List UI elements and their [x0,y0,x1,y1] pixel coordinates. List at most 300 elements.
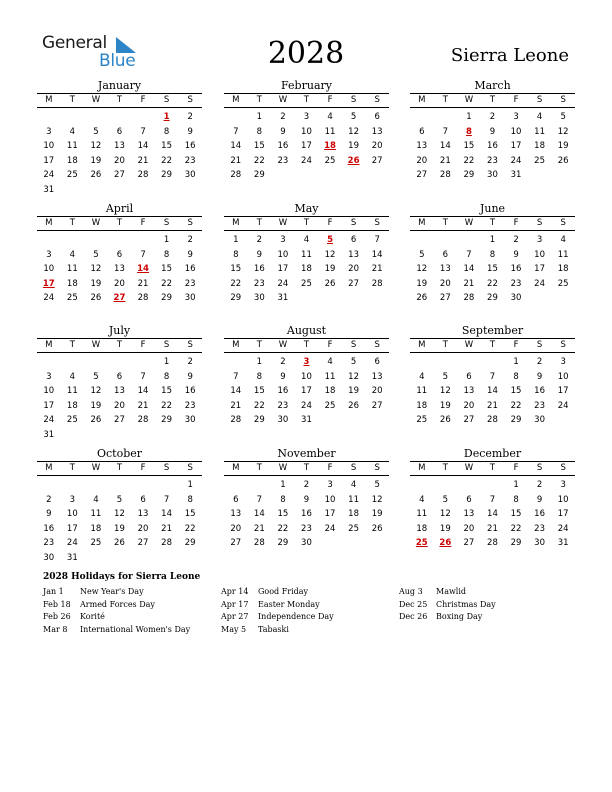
day-cell: 2 [536,480,543,490]
month-name: December [463,447,522,460]
weekday-header [37,338,202,353]
day-cell: 13 [114,141,125,152]
day-cell: 9 [536,371,543,382]
weekday-label: W [464,463,474,473]
day-cell: 1 [163,235,170,245]
weekday-label: T [116,95,123,105]
day-cell: 14 [463,264,475,275]
holiday-entry [43,624,218,637]
day-cell [342,536,366,551]
day-cell: 11 [66,141,78,152]
holiday-entry [399,599,574,612]
day-cell: 13 [230,509,242,520]
day-cell [342,413,366,428]
month-name: April [105,202,134,215]
week-row [224,277,389,292]
day-cell: 24 [301,400,312,411]
weekday-label: T [442,95,448,105]
weekday-label: T [303,463,310,473]
day-cell [528,291,552,306]
week-row [224,168,389,183]
day-cell: 6 [419,126,425,137]
day-cell: 31 [557,538,569,549]
day-cell: 15 [253,386,265,397]
weekday-label: F [327,95,333,105]
day-cell [271,168,295,183]
weekday-label: M [45,340,53,350]
day-cell [61,355,85,370]
day-cell: 8 [489,249,496,260]
day-cell: 28 [439,170,451,181]
weekday-header [410,216,575,231]
day-cell: 2 [303,480,310,490]
day-cell: 16 [301,509,312,520]
weekday-label: F [327,463,333,473]
day-cell: 20 [371,386,383,397]
day-cell: 1 [280,480,286,490]
weekday-label: T [442,340,448,350]
day-cell: 19 [114,523,125,534]
holiday-date: Feb 26 [43,612,71,621]
weekday-label: S [350,463,357,473]
country-name: Sierra Leone [450,45,569,66]
day-cell: 11 [301,249,312,260]
day-cell [434,478,458,493]
day-cell: 9 [187,126,193,137]
day-cell: 14 [439,141,451,152]
week-row [224,493,389,508]
day-cell: 29 [161,415,172,426]
logo-general-text: General [42,33,107,53]
day-cell: 14 [137,141,149,152]
weekday-label: W [464,218,474,228]
day-cell: 1 [256,357,263,367]
day-cell [84,233,108,248]
day-cell: 4 [69,249,76,260]
day-cell [108,355,132,370]
day-cell: 10 [43,264,55,275]
day-cell: 24 [66,538,78,549]
day-cell [131,183,155,198]
week-row [37,384,202,399]
day-cell [108,428,132,443]
day-cell: 8 [513,371,519,382]
day-cell: 23 [301,523,312,534]
day-cell: 27 [371,400,383,411]
week-row [410,507,575,522]
holiday-entry [43,599,218,612]
day-cell: 14 [253,509,265,520]
day-cell: 26 [557,155,569,166]
weekday-label: S [536,218,543,228]
weekday-label: T [116,218,123,228]
day-cell: 3 [560,357,566,367]
weekday-label: W [91,95,101,105]
week-row [37,428,202,443]
holiday-day-cell: 8 [465,126,472,137]
month-name: January [97,79,142,92]
day-cell [457,478,481,493]
holiday-name: Christmas Day [436,599,496,609]
weekday-label: S [374,95,380,105]
day-cell: 21 [371,264,383,275]
day-cell: 18 [66,400,78,411]
day-cell: 16 [487,141,498,152]
weekday-label: T [303,95,310,105]
day-cell: 23 [184,155,196,166]
day-cell: 29 [510,538,522,549]
day-cell [365,168,389,183]
week-row [224,384,389,399]
weekday-label: M [232,95,240,105]
day-cell: 20 [416,155,428,166]
day-cell: 21 [137,155,149,166]
weekday-label: S [374,340,380,350]
day-cell: 29 [253,415,265,426]
day-cell: 24 [277,278,289,289]
day-cell: 7 [140,126,146,137]
day-cell: 8 [280,494,286,505]
day-cell: 7 [489,371,496,382]
day-cell: 9 [280,371,286,382]
day-cell: 17 [534,264,545,275]
day-cell: 9 [489,126,496,137]
holiday-column [43,586,218,636]
day-cell [131,428,155,443]
day-cell: 18 [416,523,428,534]
day-cell: 31 [66,552,78,563]
month-february [224,79,389,183]
week-row [37,125,202,140]
day-cell: 6 [374,357,380,367]
day-cell: 22 [161,155,172,166]
day-cell: 15 [510,386,522,397]
day-cell: 21 [463,278,475,289]
day-cell [528,168,552,183]
day-cell: 13 [348,249,359,260]
holiday-date: Apr 27 [221,612,249,621]
day-cell: 25 [66,415,78,426]
day-cell: 14 [161,509,172,520]
month-june [410,202,575,306]
day-cell: 12 [557,126,569,137]
day-cell: 6 [116,126,123,137]
month-july [37,324,202,443]
day-cell: 28 [371,278,383,289]
day-cell: 14 [487,509,498,520]
day-cell: 22 [161,278,172,289]
day-cell: 13 [371,371,383,382]
day-cell: 7 [489,494,496,505]
weeks [37,355,202,443]
day-cell [342,291,366,306]
day-cell: 8 [187,494,193,505]
weekday-label: W [278,340,288,350]
day-cell [365,413,389,428]
holiday-name: International Women's Day [80,624,191,634]
week-row [224,355,389,370]
day-cell: 21 [487,400,498,411]
day-cell [155,551,179,566]
month-november [224,447,389,551]
day-cell: 20 [230,523,242,534]
day-cell [318,168,342,183]
day-cell [61,233,85,248]
day-cell: 16 [534,386,545,397]
day-cell [178,183,202,198]
day-cell: 8 [256,126,263,137]
day-cell: 4 [536,112,543,122]
day-cell: 2 [536,357,543,367]
weekday-header [410,93,575,108]
day-cell [108,478,132,493]
day-cell: 24 [324,523,336,534]
day-cell: 12 [90,264,102,275]
day-cell: 11 [324,126,336,137]
day-cell: 28 [253,538,265,549]
holidays-list [43,572,583,634]
day-cell: 6 [116,249,123,260]
day-cell: 25 [90,538,102,549]
day-cell [131,110,155,125]
day-cell: 24 [557,400,569,411]
day-cell: 28 [487,415,498,426]
day-cell: 15 [161,386,172,397]
day-cell: 18 [324,386,336,397]
day-cell: 23 [534,523,545,534]
day-cell [551,413,575,428]
day-cell: 19 [439,523,451,534]
week-row [410,413,575,428]
day-cell [61,428,85,443]
week-row [224,233,389,248]
day-cell [37,233,61,248]
weekday-label: W [278,218,288,228]
weekday-label: T [489,463,496,473]
day-cell: 3 [536,235,543,245]
day-cell: 1 [256,112,263,122]
day-cell: 23 [184,278,196,289]
day-cell: 10 [301,126,312,137]
weeks [37,478,202,566]
day-cell: 19 [557,141,569,152]
week-row [410,493,575,508]
weekday-label: F [513,218,519,228]
day-cell: 4 [560,235,566,245]
day-cell: 29 [161,293,172,304]
day-cell: 16 [510,264,522,275]
week-row [37,413,202,428]
weekday-label: T [442,218,448,228]
day-cell: 27 [416,170,428,181]
day-cell: 18 [348,509,359,520]
weekday-header [410,461,575,476]
day-cell: 13 [439,264,451,275]
day-cell: 17 [43,400,55,411]
day-cell: 3 [280,235,286,245]
month-august [224,324,389,428]
holiday-day-cell: 3 [303,357,310,367]
day-cell: 17 [557,509,569,520]
weekday-label: S [163,218,170,228]
day-cell: 30 [534,538,545,549]
week-row [224,413,389,428]
day-cell: 15 [230,264,242,275]
holiday-day-cell: 18 [324,141,336,152]
day-cell: 6 [350,235,357,245]
day-cell: 22 [510,400,522,411]
holiday-name: Good Friday [258,587,309,596]
day-cell: 28 [230,415,242,426]
holiday-day-cell: 17 [42,278,55,289]
day-cell: 29 [253,170,265,181]
day-cell: 13 [114,264,125,275]
day-cell: 22 [253,155,265,166]
day-cell: 16 [277,141,289,152]
day-cell: 9 [187,371,193,382]
holiday-entry [221,599,396,612]
day-cell: 30 [487,170,498,181]
day-cell [224,478,248,493]
day-cell: 18 [416,400,428,411]
day-cell: 2 [256,235,263,245]
weekday-label: W [91,463,101,473]
day-cell: 17 [510,141,522,152]
day-cell: 20 [371,141,383,152]
day-cell: 6 [466,494,472,505]
week-row [410,536,575,551]
week-row [37,478,202,493]
week-row [37,248,202,263]
day-cell: 25 [416,415,428,426]
weekday-label: T [303,340,310,350]
day-cell [410,110,434,125]
day-cell: 24 [301,155,312,166]
day-cell: 10 [277,249,289,260]
day-cell [155,183,179,198]
weekday-label: M [232,340,240,350]
day-cell: 29 [184,538,196,549]
weeks [224,233,389,306]
day-cell [108,233,132,248]
month-september [410,324,575,428]
day-cell: 7 [140,371,146,382]
day-cell: 10 [510,126,522,137]
day-cell: 28 [230,170,242,181]
week-row [224,507,389,522]
week-row [224,110,389,125]
day-cell: 5 [374,480,380,490]
day-cell: 5 [93,371,99,382]
weekday-label: S [374,218,380,228]
week-row [410,262,575,277]
day-cell: 20 [114,155,125,166]
day-cell: 3 [327,480,333,490]
day-cell [84,183,108,198]
day-cell: 20 [463,523,475,534]
day-cell: 21 [439,155,451,166]
weekday-label: S [187,340,193,350]
day-cell: 7 [442,126,449,137]
day-cell: 7 [256,494,263,505]
week-row [37,536,202,551]
day-cell: 23 [43,538,55,549]
weekday-label: S [560,95,566,105]
weekday-label: M [45,218,53,228]
weekday-label: T [69,218,75,228]
weekday-label: T [256,95,262,105]
weekday-header [224,93,389,108]
day-cell: 16 [277,386,289,397]
day-cell: 18 [66,278,78,289]
weekday-label: T [256,218,262,228]
weekday-label: T [489,95,496,105]
day-cell: 18 [66,155,78,166]
week-row [37,291,202,306]
day-cell: 10 [324,494,336,505]
day-cell: 17 [301,386,312,397]
day-cell: 17 [277,264,289,275]
day-cell: 9 [46,509,52,520]
holiday-name: Tabaski [258,624,289,634]
day-cell: 28 [463,293,475,304]
day-cell: 4 [93,494,99,505]
day-cell: 11 [66,386,78,397]
day-cell [295,168,319,183]
holiday-entry [221,611,396,624]
day-cell: 3 [46,126,52,137]
day-cell: 20 [114,278,125,289]
day-cell [295,291,319,306]
holiday-day-cell: 1 [163,112,170,122]
day-cell: 23 [487,155,498,166]
day-cell: 30 [253,293,265,304]
week-row [224,248,389,263]
day-cell: 12 [114,509,125,520]
day-cell: 3 [560,480,566,490]
weekday-label: T [489,218,496,228]
holiday-entry [43,586,218,599]
day-cell: 24 [557,523,569,534]
day-cell: 22 [277,523,289,534]
day-cell: 26 [90,170,102,181]
day-cell: 9 [513,249,519,260]
day-cell: 19 [348,386,359,397]
weeks [37,233,202,306]
day-cell: 31 [510,170,522,181]
weeks [224,478,389,551]
day-cell: 30 [510,293,522,304]
week-row [37,233,202,248]
weekday-label: T [69,463,75,473]
weeks [410,233,575,306]
holiday-day-cell: 27 [113,293,126,304]
day-cell: 6 [140,494,146,505]
week-row [410,233,575,248]
holiday-day-cell: 14 [137,264,149,275]
day-cell: 23 [277,400,289,411]
holiday-date: Apr 14 [221,587,249,596]
day-cell [410,233,434,248]
week-row [37,551,202,566]
day-cell: 4 [69,371,76,382]
day-cell: 18 [534,141,545,152]
day-cell: 22 [253,400,265,411]
day-cell [84,110,108,125]
day-cell: 10 [301,371,312,382]
day-cell: 2 [187,112,193,122]
day-cell: 7 [233,371,239,382]
